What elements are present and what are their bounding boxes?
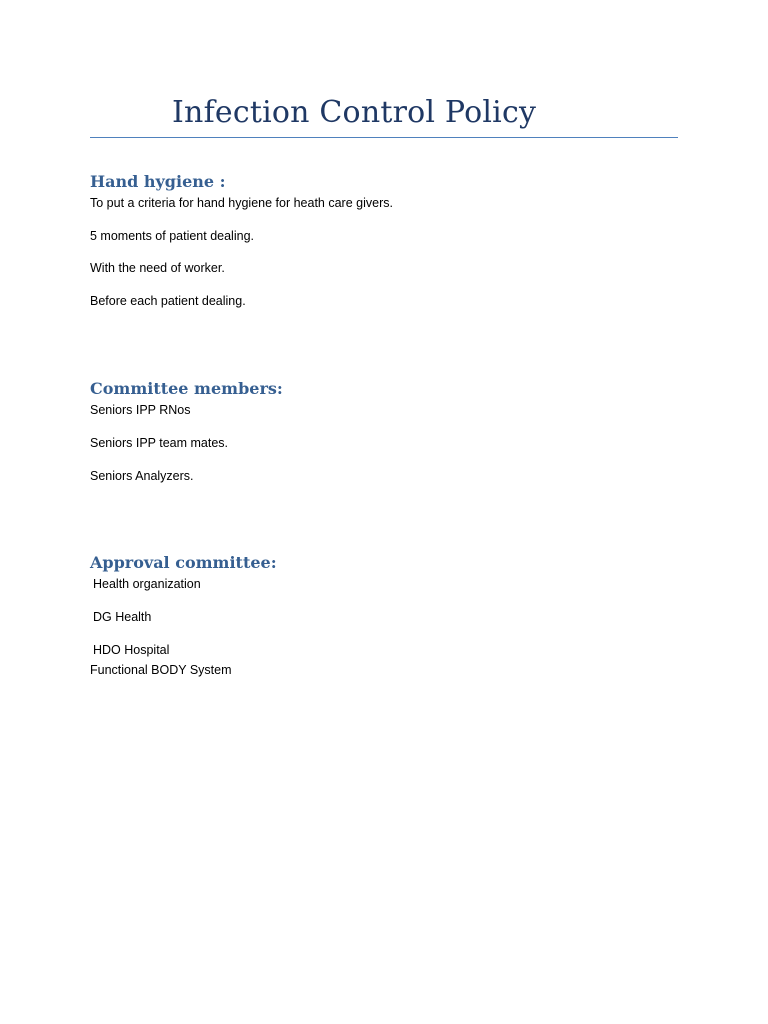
approval-committee-line-1: Health organization xyxy=(93,577,201,591)
hand-hygiene-line-4: Before each patient dealing. xyxy=(90,294,246,308)
title-underline-divider xyxy=(90,137,678,138)
section-heading-hand-hygiene: Hand hygiene : xyxy=(90,172,226,191)
approval-committee-line-3: HDO Hospital xyxy=(93,643,170,657)
section-heading-approval-committee: Approval committee: xyxy=(90,553,277,572)
committee-member-line-3: Seniors Analyzers. xyxy=(90,469,194,483)
hand-hygiene-line-1: To put a criteria for hand hygiene for heath care givers. xyxy=(90,196,393,210)
approval-committee-line-4: Functional BODY System xyxy=(90,663,232,677)
committee-member-line-1: Seniors IPP RNos xyxy=(90,403,191,417)
hand-hygiene-line-3: With the need of worker. xyxy=(90,261,225,275)
document-title: Infection Control Policy xyxy=(172,95,537,130)
hand-hygiene-line-2: 5 moments of patient dealing. xyxy=(90,229,254,243)
section-heading-committee-members: Committee members: xyxy=(90,379,283,398)
approval-committee-line-2: DG Health xyxy=(93,610,152,624)
committee-member-line-2: Seniors IPP team mates. xyxy=(90,436,229,450)
